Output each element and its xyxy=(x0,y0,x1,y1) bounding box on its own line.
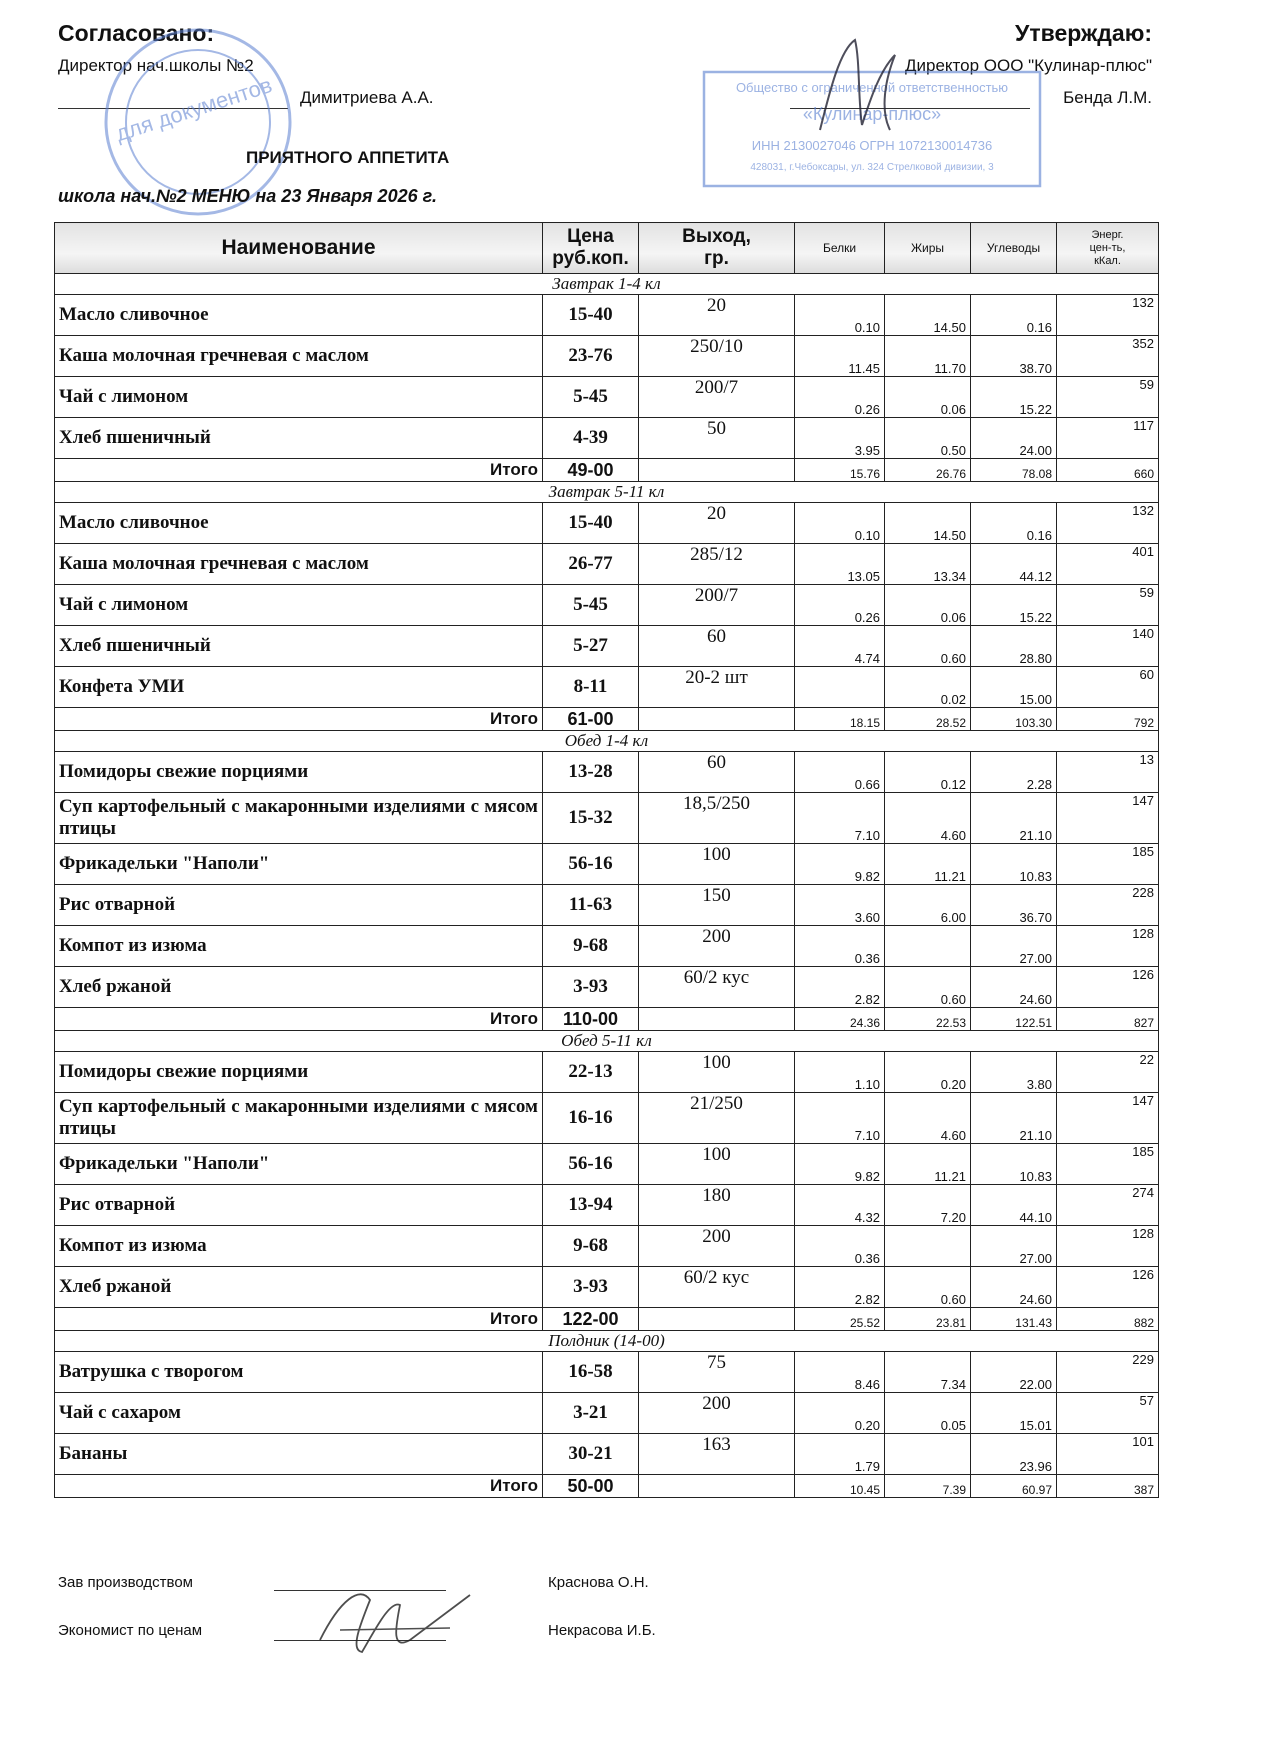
menu-table xyxy=(54,222,1159,1498)
dish-price: 3-93 xyxy=(543,1267,639,1308)
table-row xyxy=(55,1352,1159,1393)
dish-fat: 0.20 xyxy=(885,1052,971,1093)
dish-energy: 59 xyxy=(1057,377,1159,418)
dish-yield: 20-2 шт xyxy=(639,667,795,708)
dish-energy: 22 xyxy=(1057,1052,1159,1093)
total-yield-empty xyxy=(639,1008,795,1031)
dish-name: Хлеб ржаной xyxy=(55,967,543,1008)
director-name: Бенда Л.М. xyxy=(1063,88,1152,107)
total-fat: 23.81 xyxy=(885,1308,971,1331)
dish-fat: 14.50 xyxy=(885,295,971,336)
total-carbs: 60.97 xyxy=(971,1475,1057,1498)
dish-protein: 1.79 xyxy=(795,1434,885,1475)
total-carbs: 78.08 xyxy=(971,459,1057,482)
dish-yield: 200 xyxy=(639,926,795,967)
dish-yield: 60/2 кус xyxy=(639,967,795,1008)
table-row xyxy=(55,626,1159,667)
dish-carbs: 28.80 xyxy=(971,626,1057,667)
total-row xyxy=(55,1475,1159,1498)
dish-carbs: 2.28 xyxy=(971,752,1057,793)
table-row xyxy=(55,336,1159,377)
dish-price: 56-16 xyxy=(543,1144,639,1185)
dish-name: Компот из изюма xyxy=(55,926,543,967)
dish-energy: 229 xyxy=(1057,1352,1159,1393)
dish-protein: 4.74 xyxy=(795,626,885,667)
dish-energy: 132 xyxy=(1057,295,1159,336)
dish-yield: 100 xyxy=(639,1052,795,1093)
table-row xyxy=(55,1267,1159,1308)
dish-name: Суп картофельный с макаронными изделиями с мясом птицы xyxy=(55,793,543,844)
dish-price: 16-16 xyxy=(543,1093,639,1144)
dish-price: 15-40 xyxy=(543,295,639,336)
dish-carbs: 24.60 xyxy=(971,1267,1057,1308)
table-row xyxy=(55,503,1159,544)
dish-carbs: 10.83 xyxy=(971,1144,1057,1185)
dish-price: 3-93 xyxy=(543,967,639,1008)
total-label: Итого xyxy=(55,1475,543,1498)
dish-name: Суп картофельный с макаронными изделиями с мясом птицы xyxy=(55,1093,543,1144)
total-row xyxy=(55,1308,1159,1331)
dish-name: Каша молочная гречневая с маслом xyxy=(55,336,543,377)
total-energy: 387 xyxy=(1057,1475,1159,1498)
dish-price: 4-39 xyxy=(543,418,639,459)
menu-date-line: школа нач.№2 МЕНЮ на 23 Января 2026 г. xyxy=(58,186,437,206)
total-carbs: 103.30 xyxy=(971,708,1057,731)
dish-yield: 60/2 кус xyxy=(639,1267,795,1308)
dish-name: Хлеб пшеничный xyxy=(55,418,543,459)
total-energy: 660 xyxy=(1057,459,1159,482)
dish-protein: 1.10 xyxy=(795,1052,885,1093)
dish-yield: 75 xyxy=(639,1352,795,1393)
dish-fat: 4.60 xyxy=(885,1093,971,1144)
dish-yield: 163 xyxy=(639,1434,795,1475)
table-row xyxy=(55,967,1159,1008)
dish-protein: 3.95 xyxy=(795,418,885,459)
dish-carbs: 23.96 xyxy=(971,1434,1057,1475)
total-protein: 24.36 xyxy=(795,1008,885,1031)
dish-fat: 11.70 xyxy=(885,336,971,377)
dish-protein: 0.26 xyxy=(795,585,885,626)
director-signature xyxy=(800,30,910,140)
dish-energy: 228 xyxy=(1057,885,1159,926)
dish-yield: 200/7 xyxy=(639,377,795,418)
dish-protein: 9.82 xyxy=(795,844,885,885)
dish-protein: 0.10 xyxy=(795,503,885,544)
table-row xyxy=(55,1093,1159,1144)
dish-fat: 0.06 xyxy=(885,377,971,418)
total-price: 122-00 xyxy=(543,1308,639,1331)
table-row xyxy=(55,1434,1159,1475)
dish-protein: 8.46 xyxy=(795,1352,885,1393)
dish-energy: 128 xyxy=(1057,1226,1159,1267)
total-row xyxy=(55,459,1159,482)
table-row xyxy=(55,1052,1159,1093)
dish-energy: 147 xyxy=(1057,1093,1159,1144)
section-row xyxy=(55,482,1159,503)
total-energy: 827 xyxy=(1057,1008,1159,1031)
dish-protein: 0.66 xyxy=(795,752,885,793)
stamp-line1: Общество с ограниченной ответственностью xyxy=(735,80,1009,95)
section-row xyxy=(55,1031,1159,1052)
dish-price: 22-13 xyxy=(543,1052,639,1093)
col-name: Наименование xyxy=(55,223,543,274)
section-title: Обед 1-4 кл xyxy=(55,731,1159,752)
dish-carbs: 15.22 xyxy=(971,585,1057,626)
dish-yield: 18,5/250 xyxy=(639,793,795,844)
total-fat: 26.76 xyxy=(885,459,971,482)
dish-energy: 13 xyxy=(1057,752,1159,793)
table-row xyxy=(55,1226,1159,1267)
total-yield-empty xyxy=(639,708,795,731)
dish-fat: 6.00 xyxy=(885,885,971,926)
col-yield: Выход, гр. xyxy=(639,223,795,274)
dish-yield: 200/7 xyxy=(639,585,795,626)
total-energy: 792 xyxy=(1057,708,1159,731)
total-label: Итого xyxy=(55,1008,543,1031)
dish-price: 56-16 xyxy=(543,844,639,885)
dish-fat: 0.02 xyxy=(885,667,971,708)
dish-yield: 21/250 xyxy=(639,1093,795,1144)
table-row xyxy=(55,752,1159,793)
table-row xyxy=(55,295,1159,336)
dish-carbs: 44.10 xyxy=(971,1185,1057,1226)
dish-carbs: 21.10 xyxy=(971,793,1057,844)
approval-title: Согласовано: xyxy=(58,20,215,46)
dish-price: 30-21 xyxy=(543,1434,639,1475)
dish-fat: 0.05 xyxy=(885,1393,971,1434)
section-title: Полдник (14-00) xyxy=(55,1331,1159,1352)
dish-fat: 4.60 xyxy=(885,793,971,844)
dish-carbs: 21.10 xyxy=(971,1093,1057,1144)
dish-price: 15-32 xyxy=(543,793,639,844)
table-row xyxy=(55,418,1159,459)
dish-name: Фрикадельки "Наполи" xyxy=(55,844,543,885)
dish-fat: 13.34 xyxy=(885,544,971,585)
dish-carbs: 22.00 xyxy=(971,1352,1057,1393)
total-row xyxy=(55,708,1159,731)
dish-price: 15-40 xyxy=(543,503,639,544)
dish-carbs: 36.70 xyxy=(971,885,1057,926)
col-price: Цена руб.коп. xyxy=(543,223,639,274)
dish-energy: 126 xyxy=(1057,1267,1159,1308)
dish-fat xyxy=(885,926,971,967)
dish-fat: 0.60 xyxy=(885,967,971,1008)
stamp-text: для документов xyxy=(112,72,276,147)
dish-yield: 100 xyxy=(639,1144,795,1185)
approver-position: Директор нач.школы №2 xyxy=(58,56,254,75)
dish-yield: 200 xyxy=(639,1226,795,1267)
stamp-line2: «Кулинар-плюс» xyxy=(802,104,942,124)
table-row xyxy=(55,1144,1159,1185)
total-yield-empty xyxy=(639,1475,795,1498)
dish-price: 13-94 xyxy=(543,1185,639,1226)
dish-protein: 11.45 xyxy=(795,336,885,377)
dish-name: Фрикадельки "Наполи" xyxy=(55,1144,543,1185)
dish-price: 5-45 xyxy=(543,585,639,626)
dish-energy: 274 xyxy=(1057,1185,1159,1226)
dish-fat: 0.06 xyxy=(885,585,971,626)
stamp-line4: 428031, г.Чебоксары, ул. 324 Стрелковой дивизии, 3 xyxy=(750,162,994,173)
stamp-line3: ИНН 2130027046 ОГРН 1072130014736 xyxy=(751,138,993,153)
dish-carbs: 27.00 xyxy=(971,926,1057,967)
dish-carbs: 15.00 xyxy=(971,667,1057,708)
section-title: Завтрак 1-4 кл xyxy=(55,274,1159,295)
total-yield-empty xyxy=(639,1308,795,1331)
dish-protein: 7.10 xyxy=(795,793,885,844)
total-protein: 10.45 xyxy=(795,1475,885,1498)
total-protein: 18.15 xyxy=(795,708,885,731)
dish-name: Масло сливочное xyxy=(55,295,543,336)
dish-price: 5-27 xyxy=(543,626,639,667)
table-row xyxy=(55,844,1159,885)
dish-energy: 57 xyxy=(1057,1393,1159,1434)
dish-name: Чай с сахаром xyxy=(55,1393,543,1434)
dish-yield: 20 xyxy=(639,295,795,336)
dish-yield: 285/12 xyxy=(639,544,795,585)
dish-fat: 14.50 xyxy=(885,503,971,544)
economist-label: Экономист по ценам xyxy=(58,1622,203,1639)
dish-fat: 11.21 xyxy=(885,1144,971,1185)
dish-price: 8-11 xyxy=(543,667,639,708)
dish-name: Хлеб ржаной xyxy=(55,1267,543,1308)
col-energy: Энерг. цен-ть, кКал. xyxy=(1057,223,1159,274)
dish-name: Рис отварной xyxy=(55,1185,543,1226)
dish-protein: 2.82 xyxy=(795,1267,885,1308)
dish-fat: 11.21 xyxy=(885,844,971,885)
table-row xyxy=(55,1185,1159,1226)
table-row xyxy=(55,926,1159,967)
total-protein: 15.76 xyxy=(795,459,885,482)
dish-yield: 150 xyxy=(639,885,795,926)
dish-price: 9-68 xyxy=(543,1226,639,1267)
dish-name: Чай с лимоном xyxy=(55,585,543,626)
dish-yield: 100 xyxy=(639,844,795,885)
col-fat: Жиры xyxy=(885,223,971,274)
total-carbs: 122.51 xyxy=(971,1008,1057,1031)
dish-name: Ватрушка с творогом xyxy=(55,1352,543,1393)
dish-name: Каша молочная гречневая с маслом xyxy=(55,544,543,585)
section-row xyxy=(55,731,1159,752)
total-row xyxy=(55,1008,1159,1031)
dish-protein xyxy=(795,667,885,708)
dish-name: Масло сливочное xyxy=(55,503,543,544)
dish-name: Компот из изюма xyxy=(55,1226,543,1267)
prod-manager-name: Краснова О.Н. xyxy=(548,1574,649,1591)
table-row xyxy=(55,793,1159,844)
total-label: Итого xyxy=(55,1308,543,1331)
table-row xyxy=(55,585,1159,626)
footer-signature xyxy=(300,1580,490,1660)
prod-manager-label: Зав производством xyxy=(58,1574,193,1591)
dish-name: Чай с лимоном xyxy=(55,377,543,418)
table-row xyxy=(55,1393,1159,1434)
total-label: Итого xyxy=(55,708,543,731)
dish-price: 13-28 xyxy=(543,752,639,793)
dish-energy: 128 xyxy=(1057,926,1159,967)
dish-fat: 0.12 xyxy=(885,752,971,793)
table-row xyxy=(55,885,1159,926)
dish-carbs: 10.83 xyxy=(971,844,1057,885)
dish-yield: 200 xyxy=(639,1393,795,1434)
director-position: Директор ООО "Кулинар-плюс" xyxy=(904,56,1152,75)
dish-yield: 50 xyxy=(639,418,795,459)
dish-energy: 140 xyxy=(1057,626,1159,667)
dish-yield: 60 xyxy=(639,752,795,793)
dish-name: Рис отварной xyxy=(55,885,543,926)
dish-price: 16-58 xyxy=(543,1352,639,1393)
dish-energy: 59 xyxy=(1057,585,1159,626)
dish-protein: 4.32 xyxy=(795,1185,885,1226)
dish-protein: 0.20 xyxy=(795,1393,885,1434)
dish-carbs: 24.00 xyxy=(971,418,1057,459)
dish-energy: 132 xyxy=(1057,503,1159,544)
total-yield-empty xyxy=(639,459,795,482)
dish-price: 26-77 xyxy=(543,544,639,585)
total-price: 49-00 xyxy=(543,459,639,482)
total-price: 61-00 xyxy=(543,708,639,731)
dish-fat xyxy=(885,1226,971,1267)
dish-energy: 101 xyxy=(1057,1434,1159,1475)
dish-name: Помидоры свежие порциями xyxy=(55,752,543,793)
total-protein: 25.52 xyxy=(795,1308,885,1331)
wish-text: ПРИЯТНОГО АППЕТИТА xyxy=(246,148,450,167)
dish-protein: 0.26 xyxy=(795,377,885,418)
section-title: Обед 5-11 кл xyxy=(55,1031,1159,1052)
dish-carbs: 0.16 xyxy=(971,295,1057,336)
dish-fat xyxy=(885,1434,971,1475)
dish-carbs: 24.60 xyxy=(971,967,1057,1008)
dish-energy: 185 xyxy=(1057,844,1159,885)
dish-energy: 352 xyxy=(1057,336,1159,377)
dish-protein: 13.05 xyxy=(795,544,885,585)
total-fat: 28.52 xyxy=(885,708,971,731)
dish-name: Помидоры свежие порциями xyxy=(55,1052,543,1093)
dish-protein: 0.36 xyxy=(795,926,885,967)
col-carbs: Углеводы xyxy=(971,223,1057,274)
table-row xyxy=(55,544,1159,585)
dish-protein: 0.10 xyxy=(795,295,885,336)
dish-yield: 250/10 xyxy=(639,336,795,377)
dish-fat: 7.34 xyxy=(885,1352,971,1393)
dish-carbs: 15.01 xyxy=(971,1393,1057,1434)
approver-name: Димитриева А.А. xyxy=(300,88,434,107)
total-carbs: 131.43 xyxy=(971,1308,1057,1331)
dish-carbs: 38.70 xyxy=(971,336,1057,377)
confirm-title: Утверждаю: xyxy=(1015,20,1152,46)
dish-price: 23-76 xyxy=(543,336,639,377)
dish-price: 5-45 xyxy=(543,377,639,418)
dish-carbs: 27.00 xyxy=(971,1226,1057,1267)
dish-energy: 185 xyxy=(1057,1144,1159,1185)
dish-carbs: 3.80 xyxy=(971,1052,1057,1093)
dish-fat: 0.60 xyxy=(885,1267,971,1308)
dish-price: 11-63 xyxy=(543,885,639,926)
dish-protein: 7.10 xyxy=(795,1093,885,1144)
dish-protein: 3.60 xyxy=(795,885,885,926)
total-price: 50-00 xyxy=(543,1475,639,1498)
dish-yield: 60 xyxy=(639,626,795,667)
dish-energy: 147 xyxy=(1057,793,1159,844)
table-row xyxy=(55,377,1159,418)
dish-name: Бананы xyxy=(55,1434,543,1475)
total-energy: 882 xyxy=(1057,1308,1159,1331)
dish-energy: 60 xyxy=(1057,667,1159,708)
dish-protein: 0.36 xyxy=(795,1226,885,1267)
total-fat: 7.39 xyxy=(885,1475,971,1498)
total-fat: 22.53 xyxy=(885,1008,971,1031)
dish-protein: 2.82 xyxy=(795,967,885,1008)
section-row xyxy=(55,1331,1159,1352)
section-title: Завтрак 5-11 кл xyxy=(55,482,1159,503)
dish-carbs: 15.22 xyxy=(971,377,1057,418)
total-price: 110-00 xyxy=(543,1008,639,1031)
dish-price: 9-68 xyxy=(543,926,639,967)
col-protein: Белки xyxy=(795,223,885,274)
table-header-row xyxy=(55,223,1159,274)
dish-fat: 0.60 xyxy=(885,626,971,667)
dish-fat: 7.20 xyxy=(885,1185,971,1226)
dish-energy: 126 xyxy=(1057,967,1159,1008)
dish-yield: 180 xyxy=(639,1185,795,1226)
dish-carbs: 0.16 xyxy=(971,503,1057,544)
economist-name: Некрасова И.Б. xyxy=(548,1622,656,1639)
section-row xyxy=(55,274,1159,295)
dish-fat: 0.50 xyxy=(885,418,971,459)
dish-carbs: 44.12 xyxy=(971,544,1057,585)
dish-name: Конфета УМИ xyxy=(55,667,543,708)
dish-name: Хлеб пшеничный xyxy=(55,626,543,667)
dish-energy: 117 xyxy=(1057,418,1159,459)
dish-energy: 401 xyxy=(1057,544,1159,585)
dish-price: 3-21 xyxy=(543,1393,639,1434)
table-row xyxy=(55,667,1159,708)
dish-protein: 9.82 xyxy=(795,1144,885,1185)
total-label: Итого xyxy=(55,459,543,482)
dish-yield: 20 xyxy=(639,503,795,544)
